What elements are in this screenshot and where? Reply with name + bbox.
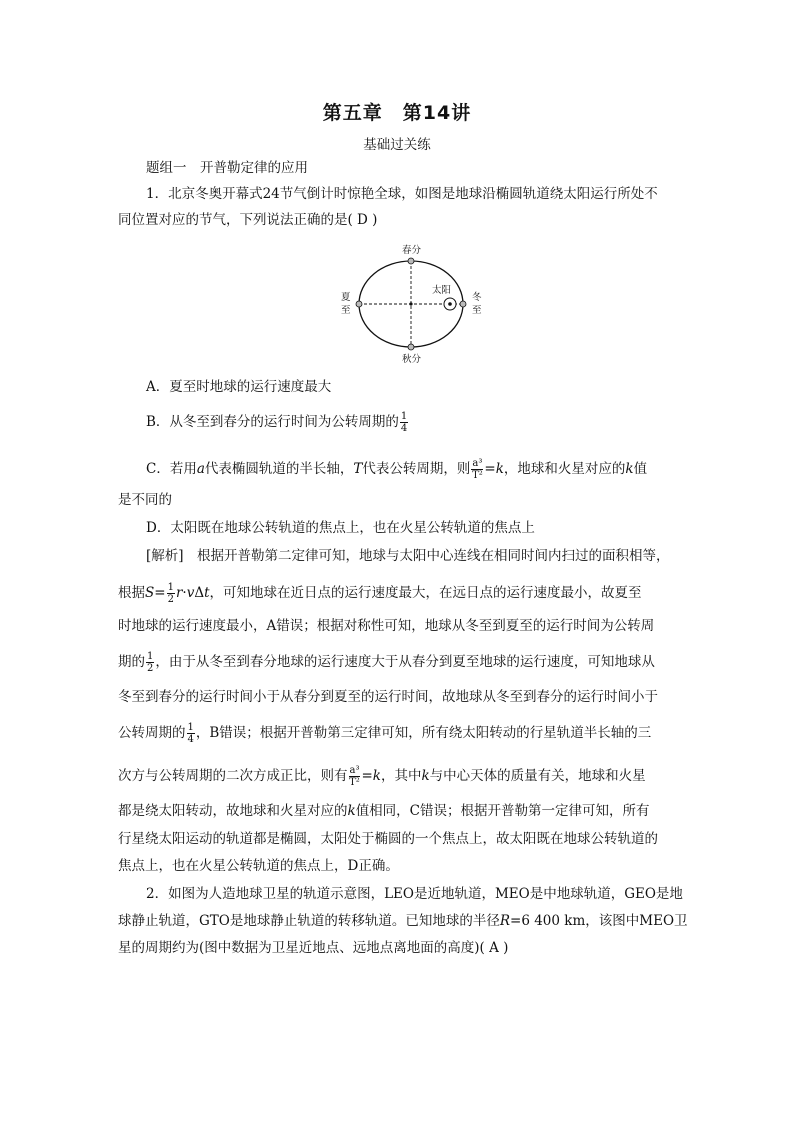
label-left-1: 夏	[341, 292, 351, 303]
q1-option-c: C．若用a代表椭圆轨道的半长轴，T代表公转周期，则 $\frac{\text{a³}}{\text{T²}}$ =k，地球和火星对应的k值	[146, 458, 648, 481]
label-bottom: 秋分	[402, 354, 422, 365]
label-right-2: 至	[472, 305, 482, 316]
q2-line1: 2．如图为人造地球卫星的轨道示意图，LEO是近地轨道，MEO是中地球轨道，GEO是地	[146, 886, 683, 902]
analysis-line2: 根据S= $\frac{1}{2}$ r·vΔt，可知地球在近日点的运行速度最大，在远日点的运行速度最小，故夏至	[118, 582, 642, 605]
position-marker-right	[460, 301, 466, 307]
analysis-line1: [解析] 根据开普勒第二定律可知，地球与太阳中心连线在相同时间内扫过的面积相等，	[146, 548, 670, 564]
analysis-line8: 都是绕太阳转动，故地球和火星对应的k值相同，C错误；根据开普勒第一定律可知，所有	[118, 803, 650, 819]
q2-line2: 球静止轨道，GTO是地球静止轨道的转移轨道。已知地球的半径R=6 400 km，该图中MEO卫	[118, 913, 688, 929]
q1-stem-line1: 1．北京冬奥开幕式24节气倒计时惊艳全球，如图是地球沿椭圆轨道绕太阳运行所处不	[146, 186, 658, 202]
group-heading: 题组一 开普勒定律的应用	[146, 160, 308, 176]
position-marker-left	[356, 301, 362, 307]
fraction: $\frac{1}{2}$	[147, 651, 154, 674]
analysis-line6: 公转周期的 $\frac{1}{4}$ ，B错误；根据开普勒第三定律可知，所有绕太阳转动的行星轨道半长轴的三	[118, 722, 652, 745]
fraction: $\frac{1}{2}$	[167, 582, 174, 605]
q1-stem-line2: 同位置对应的节气，下列说法正确的是( D )	[118, 212, 378, 228]
position-marker-top	[408, 258, 414, 264]
analysis-line9: 行星绕太阳运动的轨道都是椭圆，太阳处于椭圆的一个焦点上，故太阳既在地球公转轨道的	[118, 831, 658, 847]
analysis-line4: 期的 $\frac{1}{2}$ ，由于从冬至到春分地球的运行速度大于从春分到夏至地球的运行速度，可知地球从	[118, 651, 655, 674]
q1-option-a: A．夏至时地球的运行速度最大	[146, 379, 332, 395]
q1-option-d: D．太阳既在地球公转轨道的焦点上，也在火星公转轨道的焦点上	[146, 520, 535, 536]
analysis-line5: 冬至到春分的运行时间小于从春分到夏至的运行时间，故地球从冬至到春分的运行时间小于	[118, 689, 658, 705]
analysis-line10: 焦点上，也在火星公转轨道的焦点上，D正确。	[118, 858, 399, 874]
q2-line3: 星的周期约为(图中数据为卫星近地点、远地点离地面的高度)( A )	[118, 940, 509, 956]
q1-option-b: B．从冬至到春分的运行时间为公转周期的 $\frac{1}{4}$	[146, 411, 408, 434]
analysis-line7: 次方与公转周期的二次方成正比，则有 $\frac{\text{a³}}{\text{T²}}$ =k，其中k与中心天体的质量有关，地球和火星	[118, 765, 646, 788]
label-top: 春分	[402, 245, 422, 256]
label-sun: 太阳	[432, 285, 452, 296]
chapter-title: 第五章 第14讲	[322, 102, 472, 124]
section-subtitle: 基础过关练	[363, 137, 431, 153]
fraction: $\frac{1}{4}$	[187, 722, 194, 745]
label-right-1: 冬	[472, 292, 482, 303]
analysis-line3: 时地球的运行速度最小，A错误；根据对称性可知，地球从冬至到夏至的运行时间为公转周	[118, 618, 655, 634]
position-marker-bottom	[408, 344, 414, 350]
fraction: $\frac{\text{a³}}{\text{T²}}$	[349, 765, 360, 788]
fraction: $\frac{\text{a³}}{\text{T²}}$	[472, 458, 483, 481]
q1-option-c-line2: 是不同的	[118, 492, 172, 508]
orbit-diagram	[335, 240, 495, 368]
label-left-2: 至	[341, 305, 351, 316]
fraction: $\frac{1}{4}$	[400, 411, 408, 434]
center-dot	[409, 302, 412, 305]
